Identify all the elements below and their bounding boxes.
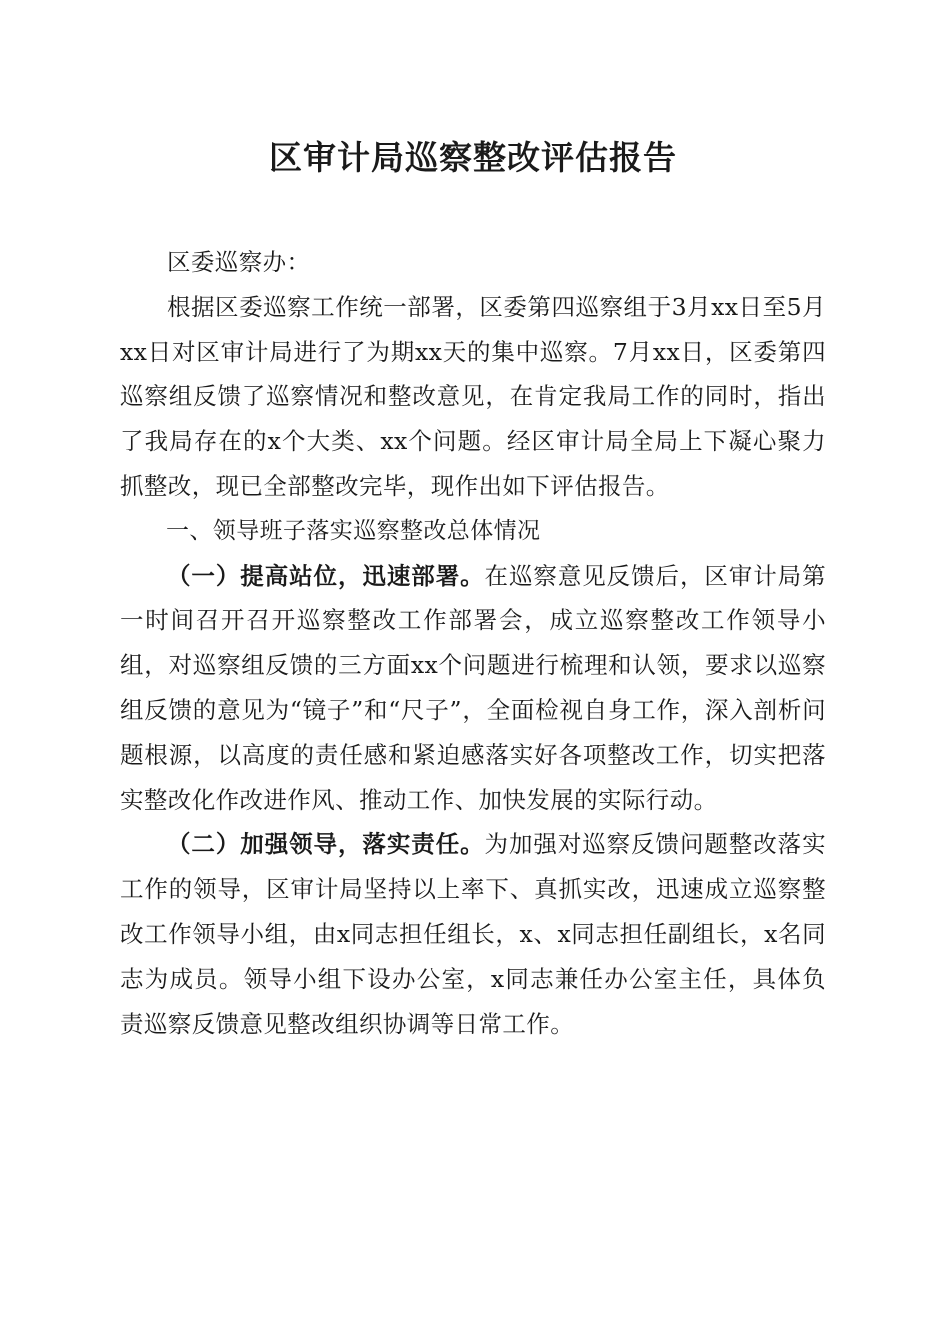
- salutation: 区委巡察办：: [167, 248, 311, 276]
- section-paragraph: [120, 822, 826, 1046]
- intro-paragraph: 根据区委巡察工作统一部署，区委第四巡察组于3月xx日至5月xx日对区审计局进行了为期xx天的集中巡察。7月xx日，区委第四巡察组反馈了巡察情况和整改意见，在肯定我局工作的同时，指出了我局存在的x个大类、xx个问题。经区审计局全局上下凝心聚力抓整改，现已全部整改完毕，现作出如下评估报告。: [120, 292, 826, 500]
- document-page: [120, 128, 826, 1046]
- paragraph-text: 为加强对巡察反馈问题整改落实工作的领导，区审计局坚持以上率下、真抓实改，迅速成立巡察整改工作领导小组，由x同志担任组长，x、x同志担任副组长，x名同志为成员。领导小组下设办公室，x同志兼任办公室主任，具体负责巡察反馈意见整改组织协调等日常工作。: [120, 830, 826, 1038]
- paragraph-lead: （一）提高站位，迅速部署。: [167, 561, 485, 590]
- paragraph-lead: （二）加强领导，落实责任。: [167, 830, 485, 859]
- document-title: 区审计局巡察整改评估报告: [269, 138, 677, 177]
- paragraph-text: 在巡察意见反馈后，区审计局第一时间召开召开巡察整改工作部署会，成立巡察整改工作领导小组，对巡察组反馈的三方面xx个问题进行梳理和认领，要求以巡察组反馈的意见为“镜子”和“尺子”，全面检视自身工作，深入剖析问题根源，以高度的责任感和紧迫感落实好各项整改工作，切实把落实整改化作改进作风、推动工作、加快发展的实际行动。: [120, 561, 826, 814]
- section-paragraph: [120, 554, 826, 823]
- section-heading: 一、领导班子落实巡察整改总体情况: [166, 517, 541, 544]
